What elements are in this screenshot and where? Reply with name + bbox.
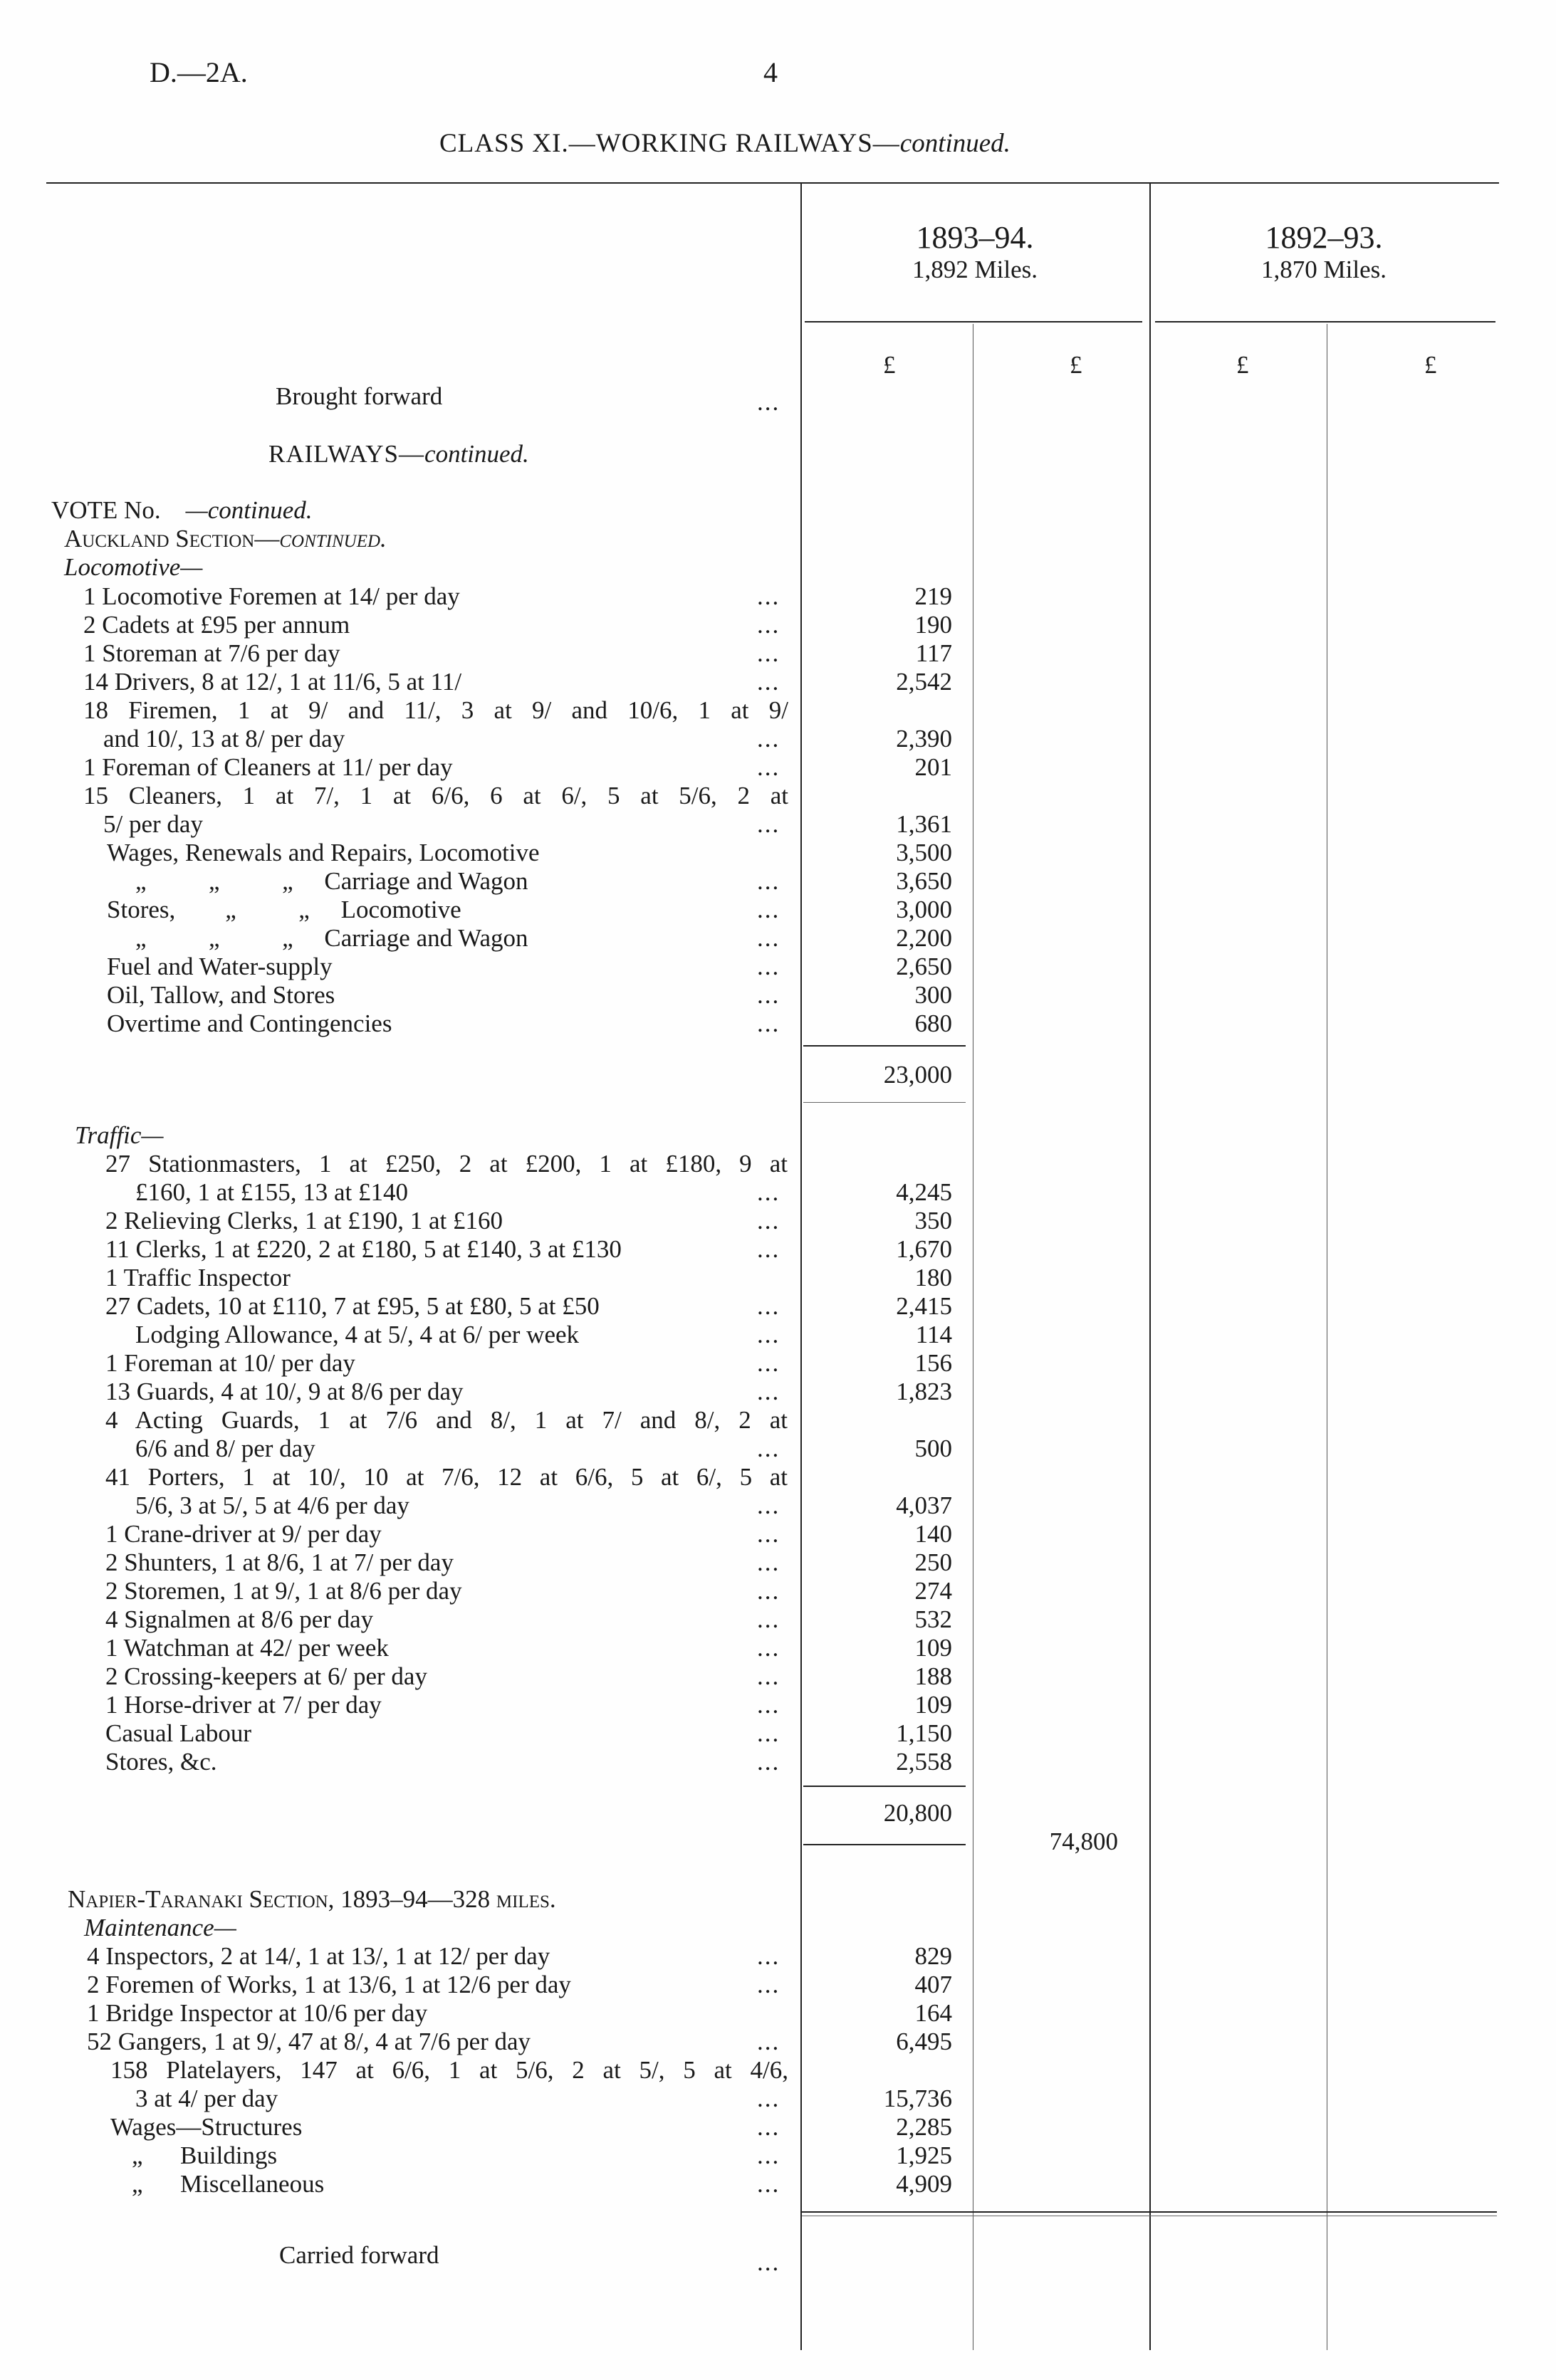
leader-dots: ...	[757, 2248, 780, 2276]
vote-heading: VOTE No. —continued.	[51, 496, 313, 524]
napier-taranaki-heading: Napier-Taranaki Section, 1893–94—328 miles.	[68, 1885, 556, 1913]
railways-heading: RAILWAYS—continued.	[268, 440, 529, 468]
pound-sign: £	[1424, 351, 1437, 379]
carried-forward-label: Carried forward	[279, 2241, 439, 2269]
year-header-rule-1	[805, 321, 1142, 323]
brought-forward-label: Brought forward	[276, 382, 443, 410]
locomotive-total: 23,000	[883, 1061, 952, 1089]
subtotal-rule	[803, 1045, 966, 1047]
pound-sign: £	[1070, 351, 1082, 379]
column-head-1893: 1893–94. 1,892 Miles.	[912, 220, 1038, 283]
page-title: CLASS XI.—WORKING RAILWAYS—continued.	[439, 129, 1011, 158]
traffic-heading: Traffic—	[75, 1121, 164, 1149]
auckland-section-total: 74,800	[1049, 1828, 1118, 1855]
pound-sign: £	[883, 351, 896, 379]
column-head-1892: 1892–93. 1,870 Miles.	[1261, 220, 1387, 283]
auckland-section-heading: Auckland Section—continued.	[64, 525, 387, 552]
subtotal-rule	[803, 1844, 966, 1845]
column-divider-3	[1149, 182, 1151, 2350]
subtotal-rule	[803, 1786, 966, 1787]
page-number: 4	[763, 56, 778, 88]
page-reference: D.—2A.	[150, 56, 248, 88]
maintenance-heading: Maintenance—	[84, 1914, 236, 1941]
pound-sign: £	[1236, 351, 1249, 379]
leader-dots: ...	[757, 388, 780, 416]
bottom-rule	[802, 2211, 1497, 2213]
subtotal-rule	[803, 1102, 966, 1103]
year-header-rule-2	[1155, 321, 1495, 323]
top-rule	[46, 182, 1499, 184]
locomotive-heading: Locomotive—	[64, 553, 203, 581]
traffic-total: 20,800	[883, 1799, 952, 1827]
